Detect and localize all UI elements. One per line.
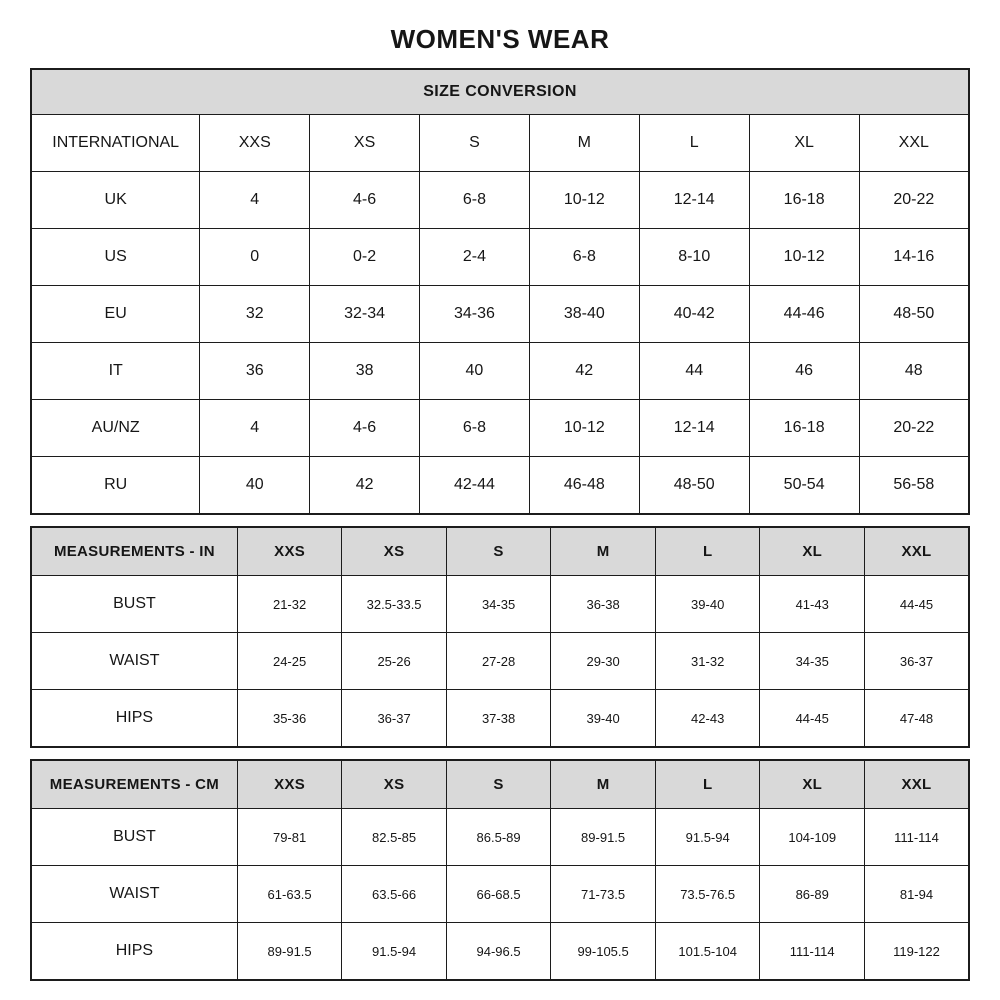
column-header: XXS — [200, 115, 310, 172]
column-header: XL — [749, 115, 859, 172]
row-label: US — [31, 229, 200, 286]
size-value-cell: 44-46 — [749, 286, 859, 343]
page-title: WOMEN'S WEAR — [390, 24, 610, 54]
column-header: S — [420, 115, 530, 172]
table-row — [31, 690, 969, 748]
size-value-cell: 36 — [200, 343, 310, 400]
measurement-value-cell: 35-36 — [237, 690, 341, 748]
size-conversion-title: SIZE CONVERSION — [31, 69, 969, 115]
row-label: BUST — [31, 809, 237, 866]
size-value-cell: 44 — [639, 343, 749, 400]
measurement-value-cell: 86.5-89 — [446, 809, 550, 866]
table-row — [31, 286, 969, 343]
measurement-value-cell: 119-122 — [864, 923, 969, 981]
measurement-value-cell: 61-63.5 — [237, 866, 341, 923]
size-value-cell: 10-12 — [749, 229, 859, 286]
table-header-row — [31, 760, 969, 809]
column-header: L — [655, 760, 760, 809]
column-header: M — [529, 115, 639, 172]
measurement-value-cell: 36-37 — [342, 690, 446, 748]
table-row — [31, 866, 969, 923]
measurement-value-cell: 31-32 — [655, 633, 760, 690]
size-value-cell: 48 — [859, 343, 969, 400]
size-value-cell: 14-16 — [859, 229, 969, 286]
size-value-cell: 16-18 — [749, 172, 859, 229]
measurement-value-cell: 34-35 — [446, 576, 550, 633]
column-header: S — [446, 527, 550, 576]
measurement-value-cell: 39-40 — [655, 576, 760, 633]
size-value-cell: 6-8 — [529, 229, 639, 286]
size-value-cell: 40 — [420, 343, 530, 400]
size-value-cell: 16-18 — [749, 400, 859, 457]
measurement-value-cell: 99-105.5 — [551, 923, 656, 981]
column-header: M — [551, 760, 656, 809]
measurement-value-cell: 91.5-94 — [655, 809, 760, 866]
row-label: RU — [31, 457, 200, 515]
measurement-value-cell: 29-30 — [551, 633, 656, 690]
measurement-value-cell: 86-89 — [760, 866, 864, 923]
measurement-value-cell: 41-43 — [760, 576, 864, 633]
row-label: EU — [31, 286, 200, 343]
table-row — [31, 576, 969, 633]
size-value-cell: 8-10 — [639, 229, 749, 286]
measurement-value-cell: 24-25 — [237, 633, 341, 690]
size-value-cell: 42 — [310, 457, 420, 515]
size-value-cell: 0-2 — [310, 229, 420, 286]
size-value-cell: 20-22 — [859, 400, 969, 457]
column-header: XXS — [237, 760, 341, 809]
measurement-value-cell: 111-114 — [864, 809, 969, 866]
column-header: L — [639, 115, 749, 172]
size-value-cell: 4 — [200, 172, 310, 229]
size-value-cell: 40-42 — [639, 286, 749, 343]
measurement-value-cell: 36-38 — [551, 576, 656, 633]
measurement-value-cell: 71-73.5 — [551, 866, 656, 923]
measurement-value-cell: 47-48 — [864, 690, 969, 748]
measurement-value-cell: 32.5-33.5 — [342, 576, 446, 633]
size-value-cell: 34-36 — [420, 286, 530, 343]
measurement-value-cell: 42-43 — [655, 690, 760, 748]
row-label: HIPS — [31, 690, 237, 748]
size-value-cell: 12-14 — [639, 172, 749, 229]
measurement-value-cell: 25-26 — [342, 633, 446, 690]
size-value-cell: 42 — [529, 343, 639, 400]
measurements-cm-table — [30, 759, 970, 981]
measurement-value-cell: 89-91.5 — [551, 809, 656, 866]
measurement-value-cell: 81-94 — [864, 866, 969, 923]
column-header: XXS — [237, 527, 341, 576]
table-header-row — [31, 115, 969, 172]
table-row — [31, 457, 969, 515]
measurement-value-cell: 73.5-76.5 — [655, 866, 760, 923]
size-value-cell: 4 — [200, 400, 310, 457]
measurement-value-cell: 111-114 — [760, 923, 864, 981]
table-row — [31, 809, 969, 866]
measurement-value-cell: 27-28 — [446, 633, 550, 690]
size-value-cell: 40 — [200, 457, 310, 515]
measurement-value-cell: 36-37 — [864, 633, 969, 690]
measurement-value-cell: 79-81 — [237, 809, 341, 866]
size-value-cell: 6-8 — [420, 172, 530, 229]
size-value-cell: 10-12 — [529, 172, 639, 229]
table-row — [31, 343, 969, 400]
measurement-value-cell: 44-45 — [864, 576, 969, 633]
measurement-value-cell: 89-91.5 — [237, 923, 341, 981]
table-header-row — [31, 527, 969, 576]
row-label: WAIST — [31, 866, 237, 923]
row-label: HIPS — [31, 923, 237, 981]
column-header: XS — [342, 527, 446, 576]
measurement-value-cell: 91.5-94 — [342, 923, 446, 981]
measurement-value-cell: 82.5-85 — [342, 809, 446, 866]
measurement-value-cell: 44-45 — [760, 690, 864, 748]
row-label: BUST — [31, 576, 237, 633]
size-value-cell: 2-4 — [420, 229, 530, 286]
size-value-cell: 56-58 — [859, 457, 969, 515]
size-value-cell: 50-54 — [749, 457, 859, 515]
column-header: MEASUREMENTS - IN — [31, 527, 237, 576]
size-value-cell: 38-40 — [529, 286, 639, 343]
column-header: XXL — [864, 760, 969, 809]
row-label: WAIST — [31, 633, 237, 690]
table-row — [31, 400, 969, 457]
measurement-value-cell: 63.5-66 — [342, 866, 446, 923]
measurements-in-table — [30, 526, 970, 748]
row-label: IT — [31, 343, 200, 400]
row-label: UK — [31, 172, 200, 229]
column-header: MEASUREMENTS - CM — [31, 760, 237, 809]
table-row — [31, 172, 969, 229]
measurement-value-cell: 37-38 — [446, 690, 550, 748]
size-value-cell: 48-50 — [859, 286, 969, 343]
size-value-cell: 4-6 — [310, 400, 420, 457]
size-value-cell: 6-8 — [420, 400, 530, 457]
measurement-value-cell: 39-40 — [551, 690, 656, 748]
measurement-value-cell: 104-109 — [760, 809, 864, 866]
measurement-value-cell: 66-68.5 — [446, 866, 550, 923]
column-header: S — [446, 760, 550, 809]
size-value-cell: 20-22 — [859, 172, 969, 229]
measurement-value-cell: 21-32 — [237, 576, 341, 633]
column-header: XS — [342, 760, 446, 809]
table-row — [31, 633, 969, 690]
size-value-cell: 42-44 — [420, 457, 530, 515]
size-value-cell: 12-14 — [639, 400, 749, 457]
column-header: INTERNATIONAL — [31, 115, 200, 172]
measurement-value-cell: 101.5-104 — [655, 923, 760, 981]
column-header: L — [655, 527, 760, 576]
column-header: XXL — [859, 115, 969, 172]
measurement-value-cell: 94-96.5 — [446, 923, 550, 981]
size-value-cell: 48-50 — [639, 457, 749, 515]
column-header: XL — [760, 527, 864, 576]
size-value-cell: 46-48 — [529, 457, 639, 515]
size-value-cell: 10-12 — [529, 400, 639, 457]
size-value-cell: 38 — [310, 343, 420, 400]
table-row — [31, 923, 969, 981]
column-header: XS — [310, 115, 420, 172]
column-header: M — [551, 527, 656, 576]
measurement-value-cell: 34-35 — [760, 633, 864, 690]
size-value-cell: 0 — [200, 229, 310, 286]
size-value-cell: 4-6 — [310, 172, 420, 229]
row-label: AU/NZ — [31, 400, 200, 457]
size-value-cell: 32-34 — [310, 286, 420, 343]
size-value-cell: 46 — [749, 343, 859, 400]
size-conversion-table — [30, 68, 970, 515]
column-header: XL — [760, 760, 864, 809]
size-value-cell: 32 — [200, 286, 310, 343]
column-header: XXL — [864, 527, 969, 576]
table-row — [31, 229, 969, 286]
table-title-row — [31, 69, 969, 115]
